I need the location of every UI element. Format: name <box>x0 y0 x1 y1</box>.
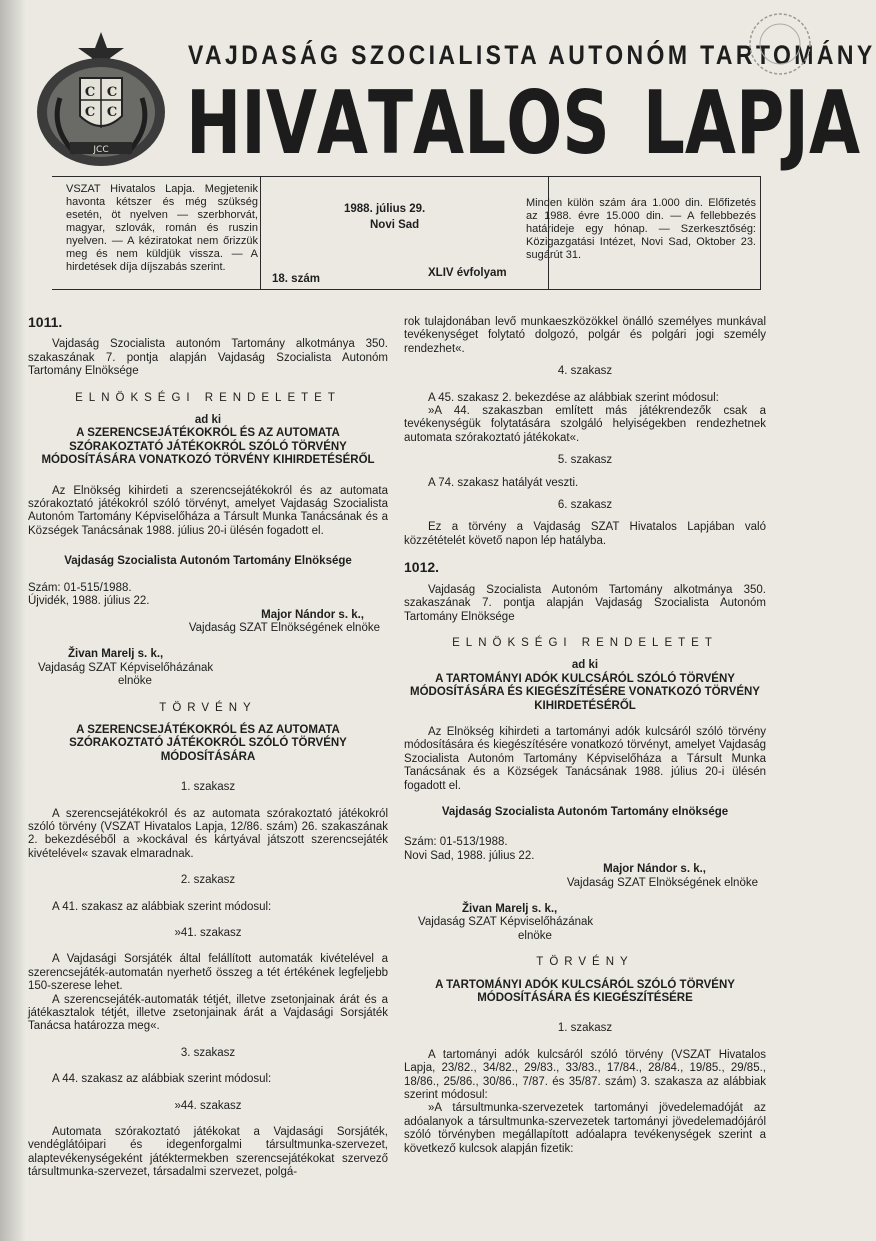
decree-ad-ki: ad ki <box>194 414 222 427</box>
signatory-title: elnöke <box>518 929 552 942</box>
law-subject: A TARTOMÁNYI ADÓK KULCSÁRÓL SZÓLÓ TÖRVÉNY MÓDOSÍTÁSÁRA ÉS KIEGÉSZÍTÉSÉRE <box>435 978 735 1005</box>
section-text: »A 44. szakaszban említett más játékrendezők csak a tevékenységük folytatására szolgáló helyiségekben rendezhetnek automata szórakoztató játékokat«. <box>404 405 766 444</box>
price-info: Minden külön szám ára 1.000 din. Előfizetés az 1988. évre 15.000 din. — A fellebbezés határideje egy hónap. — Szerkesztőség: Közigazgatási Intézet, Novi Sad, Oktober 23. sugárút 31. <box>526 197 756 261</box>
coat-of-arms-emblem <box>30 28 172 170</box>
issue-number: 18. szám <box>272 273 320 285</box>
svg-text:С: С <box>84 85 96 100</box>
presidency-name: Vajdaság Szocialista Autonóm Tartomány elnöksége <box>441 805 729 818</box>
section-text: Automata szórakoztató játékokat a Vajdasági Sorsjáték, vendéglátóipari és idegenforgalmi társultmunka-szervezet, alaptevékenységeként játéktermekben szerencsejátékokat szervező társultmunka-szervezet, társadalmi szervezet, polgá- <box>28 1126 388 1179</box>
masthead-letter: A <box>684 72 736 175</box>
masthead-space <box>610 80 643 167</box>
section-text: rok tulajdonában levő munkaeszközökkel önálló személyes munkával tevékenységet folytató dolgozó, polgár és polgári jogi személy rendezhet«. <box>404 316 766 355</box>
signatory-title: elnöke <box>118 675 152 688</box>
section-text: A szerencsejátékokról és az automata szórakoztató játékokról szóló törvény (VSZAT Hivatalos Lapja, 12/86. szám) 26. szakaszának 2. bekezdéséből a »kockával és kártyával játszott szerencsejáték kivételével« szavak elmaradnak. <box>28 807 388 860</box>
masthead-letter: S <box>562 72 610 175</box>
svg-text:С: С <box>84 105 96 120</box>
law-heading: TÖRVÉNY <box>159 701 257 714</box>
decree-title: ELNÖKSÉGI RENDELETET <box>75 391 341 404</box>
svg-text:ЈСС: ЈСС <box>93 145 109 155</box>
preamble: Vajdaság Szocialista Autonóm Tartomány alkotmánya 350. szakaszának 7. pontja alapján Vajdaság Szocialista Autonóm Tartomány Elnöksége <box>404 583 766 623</box>
presidency-name: Vajdaság Szocialista Autonóm Tartomány Elnöksége <box>64 555 352 568</box>
masthead-letter: P <box>736 72 785 175</box>
volume-number: XLIV évfolyam <box>428 267 507 279</box>
decree-subject: A TARTOMÁNYI ADÓK KULCSÁRÓL SZÓLÓ TÖRVÉNY MÓDOSÍTÁSÁRA ÉS KIEGÉSZÍTÉSÉRE VONATKOZÓ TÖRVÉNY KIHIRDETÉSÉRŐL <box>410 672 760 712</box>
left-column <box>28 316 388 1180</box>
masthead-letter: O <box>506 72 563 175</box>
signatory-name: Živan Marelj s. k., <box>462 903 558 915</box>
section-heading: 3. szakasz <box>180 1046 236 1059</box>
masthead-letter: J <box>784 72 809 175</box>
publication-info: VSZAT Hivatalos Lapja. Megjetenik havonta kétszer és még szükség esetén, öt nyelven — szerbhorvát, magyar, szlovák, román és ruszin nyelven. — A kéziratokat nem őrizzük meg és nem küldjük vissza. — A hirdetések díja díjszabás szerint. <box>66 183 258 273</box>
section-heading: 1. szakasz <box>180 781 236 794</box>
proclamation-text: Az Elnökség kihirdeti a tartományi adók kulcsáról szóló törvény módosítására és kiegészítésére vonatkozó törvényt, amelyet Vajdaság Szocialista Autonóm Tartomány Képviselőháza a Társult Munka Tanácsának és a Községek Tanácsának 1988. július 20-i ülésén fogadott el. <box>404 725 766 792</box>
masthead-letter: A <box>808 72 861 175</box>
signatory-title: Vajdaság SZAT Képviselőházának <box>38 661 214 674</box>
signatory-name: Major Nándor s. k., <box>603 863 706 876</box>
svg-text:С: С <box>106 85 118 100</box>
section-text: A Vajdasági Sorsjáték által felállított automaták kivételével a szerencsejáték-automatán nyerhető összeg a tét értékének legfeljebb 150-szerese lehet. <box>28 953 388 993</box>
section-text: A szerencsejáték-automaták tétjét, illetve zsetonjainak árát és a játékasztalok tétjét, illetve zsetonjainak árát a Vajdasági Sorsjáték Tanácsa határozza meg«. <box>28 993 388 1033</box>
place-date: Újvidék, 1988. július 22. <box>28 595 150 608</box>
masthead-letter: A <box>413 72 465 175</box>
masthead-letter: A <box>316 72 368 175</box>
decree-title: ELNÖKSÉGI RENDELETET <box>452 636 718 649</box>
masthead-letter: H <box>186 72 242 175</box>
svg-text:С: С <box>106 105 118 120</box>
signatory-title: Vajdaság SZAT Képviselőházának <box>418 916 594 929</box>
proclamation-text: Az Elnökség kihirdeti a szerencsejátékokról és az automata szórakoztató játékokról szóló törvényt, amelyet Vajdaság Szocialista Autonóm Tartomány Képviselőháza a Társult Munka Tanácsának és a Községek Tanácsának 1988. július 20-i ülésén fogadott el. <box>28 484 388 537</box>
decree-ad-ki: ad ki <box>571 659 599 672</box>
reference-number: Szám: 01-515/1988. <box>28 581 132 594</box>
masthead-title <box>186 72 861 175</box>
binding-shadow <box>0 0 26 1241</box>
quoted-section-heading: »44. szakasz <box>174 1099 242 1112</box>
masthead-info-box <box>52 176 761 290</box>
signatory-title: Vajdaság SZAT Elnökségének elnöke <box>566 876 758 889</box>
signatory-name: Živan Marelj s. k., <box>68 648 164 661</box>
preamble: Vajdaság Szocialista autonóm Tartomány alkotmánya 350. szakaszának 7. pontja alapján Vajdaság Szocialista Autonóm Tartomány Elnöksége <box>28 338 388 378</box>
law-subject: A SZERENCSEJÁTÉKOKRÓL ÉS AZ AUTOMATA SZÓRAKOZTATÓ JÁTÉKOKRÓL SZÓLÓ TÖRVÉNY MÓDOSÍTÁSÁRA <box>69 723 347 763</box>
section-text: A 44. szakasz az alábbiak szerint módosul: <box>52 1073 272 1086</box>
section-heading: 5. szakasz <box>557 454 613 467</box>
section-text: A 45. szakasz 2. bekezdése az alábbiak szerint módosul: <box>428 391 719 404</box>
section-text: »A társultmunka-szervezetek tartományi jövedelemadóját az adóalanyok a társultmunka-szervezetek tartományi jövedelemadójáról szóló törvényben megállapított adóalapra tevékenységek szerint a következő kulcsok alapján fizetik: <box>404 1102 766 1155</box>
law-heading: TÖRVÉNY <box>536 956 634 969</box>
section-text: A tartományi adók kulcsáról szóló törvény (VSZAT Hivatalos Lapja, 23/82., 34/82., 29/83., 33/83., 17/84., 28/84., 19/85., 29/85., 18/86., 25/86., 30/86., 7/87. és 35/87. szám) 3. szakasza az alábbiak szerint módosul: <box>404 1048 766 1102</box>
section-heading: 4. szakasz <box>557 365 613 378</box>
document-number: 1011. <box>28 314 63 330</box>
masthead-letter: L <box>464 72 507 175</box>
signatory-name: Major Nándor s. k., <box>261 608 364 621</box>
section-text: A 74. szakasz hatályát veszti. <box>428 476 579 489</box>
library-stamp-icon <box>738 10 800 80</box>
quoted-section-heading: »41. szakasz <box>174 927 242 939</box>
section-heading: 1. szakasz <box>557 1022 613 1035</box>
province-name: VAJDASÁG SZOCIALISTA AUTONÓM TARTOMÁNY <box>188 40 876 70</box>
issue-city: Novi Sad <box>370 219 420 231</box>
section-heading: 2. szakasz <box>180 874 236 887</box>
issue-date: 1988. július 29. <box>344 203 426 215</box>
reference-number: Szám: 01-513/1988. <box>404 836 508 849</box>
masthead-letter: T <box>368 72 414 175</box>
section-heading: 6. szakasz <box>557 499 613 512</box>
document-number: 1012. <box>404 559 440 576</box>
masthead-letter: L <box>642 72 685 175</box>
place-date: Novi Sad, 1988. július 22. <box>404 849 535 862</box>
decree-subject: A SZERENCSEJÁTÉKOKRÓL ÉS AZ AUTOMATA SZÓRAKOZTATÓ JÁTÉKOKRÓL SZÓLÓ TÖRVÉNY MÓDOSÍTÁSÁRA VONATKOZÓ TÖRVÉNY KIHIRDETÉSÉRŐL <box>41 427 375 467</box>
masthead-letter: I <box>241 72 266 175</box>
section-text: A 41. szakasz az alábbiak szerint módosul: <box>52 900 272 913</box>
right-column <box>404 316 766 1156</box>
signatory-title: Vajdaság SZAT Elnökségének elnöke <box>188 621 380 634</box>
masthead-letter: V <box>265 72 317 175</box>
section-text: Ez a törvény a Vajdaság SZAT Hivatalos Lapjában való közzétételét követő napon lép hatályba. <box>404 521 766 547</box>
divider <box>260 177 261 289</box>
